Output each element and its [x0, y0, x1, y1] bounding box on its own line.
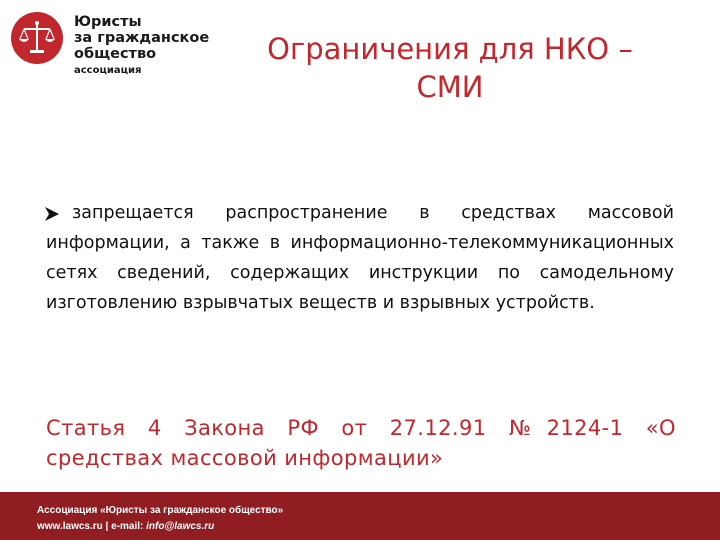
- law-reference: Статья 4 Закона РФ от 27.12.91 №2124-1 «О средствах массовой информации»: [46, 416, 676, 470]
- logo-line-2: за гражданское: [74, 30, 210, 46]
- footer-org: Ассоциация «Юристы за гражданское общество»: [37, 505, 284, 516]
- page-title: [200, 30, 700, 106]
- title-line-2: СМИ: [416, 70, 484, 104]
- footer-contacts: [37, 521, 214, 532]
- title-line-1: Ограничения для НКО –: [267, 32, 633, 66]
- footer-bar: [0, 492, 720, 540]
- bullet-item: [46, 198, 674, 318]
- logo-line-1: Юристы: [74, 14, 142, 30]
- logo-line-3: общество: [74, 46, 157, 62]
- scales-icon: [11, 12, 63, 64]
- footer-email-link[interactable]: info@lawcs.ru: [146, 521, 215, 532]
- arrow-bullet-icon: [44, 206, 60, 222]
- footer-separator: |: [105, 521, 109, 532]
- logo-line-4: ассоциация: [74, 65, 142, 76]
- logo-badge: [11, 12, 63, 64]
- logo-wordmark: [74, 14, 209, 78]
- bullet-text: запрещается распространение в средствах массовой информации, а также в информационно-телекоммуникационных сетях сведений, содержащих инструкции по самодельному изготовлению взрывчатых веществ и взрывных устройств.: [46, 203, 674, 313]
- footer-email-label: e-mail:: [111, 521, 144, 532]
- footer-site-link[interactable]: www.lawcs.ru: [37, 521, 103, 532]
